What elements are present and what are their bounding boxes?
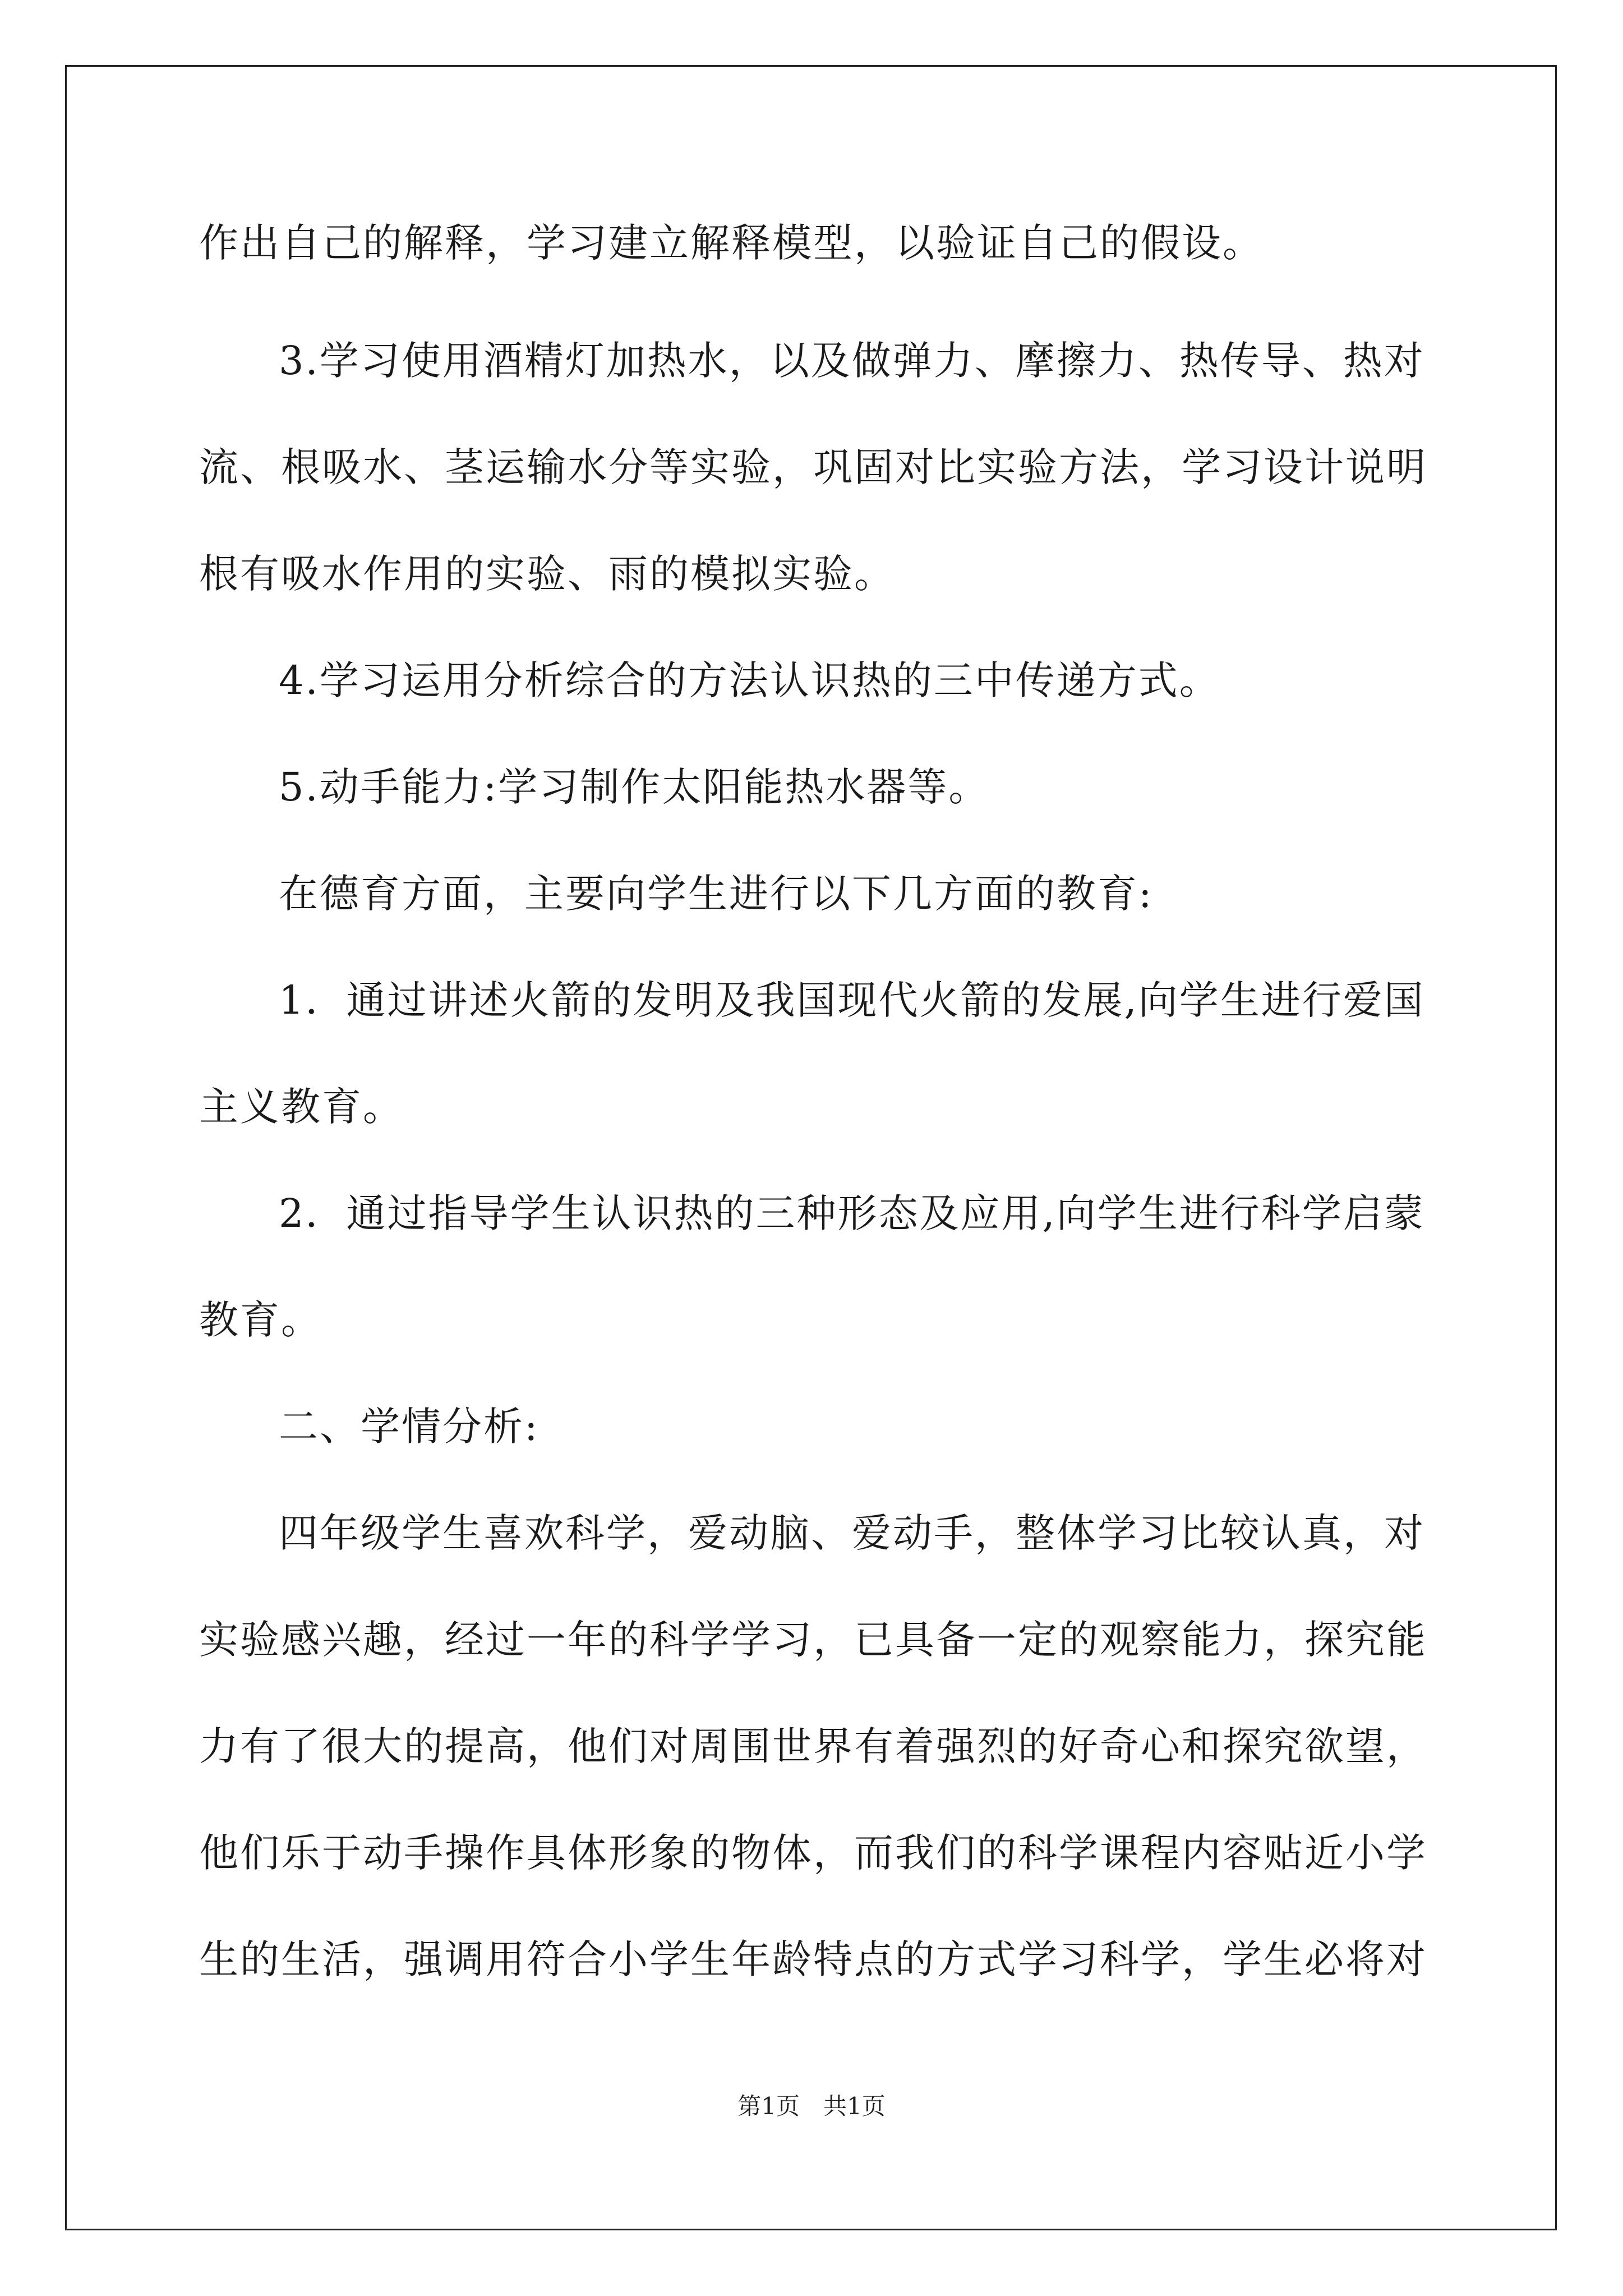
- text-line: 2．通过指导学生认识热的三种形态及应用,向学生进行科学启蒙: [279, 1190, 1425, 1236]
- text-line: 生的生活，强调用符合小学生年龄特点的方式学习科学，学生必将对: [199, 1936, 1427, 1982]
- text-line: 5.动手能力:学习制作太阳能热水器等。: [279, 764, 990, 810]
- text-line: 四年级学生喜欢科学，爱动脑、爱动手，整体学习比较认真，对: [279, 1510, 1425, 1556]
- text-line: 作出自己的解释，学习建立解释模型，以验证自己的假设。: [199, 220, 1264, 266]
- page-number-footer: 第1页 共1页: [737, 2092, 886, 2120]
- section-heading: 二、学情分析:: [279, 1404, 540, 1450]
- text-line: 在德育方面，主要向学生进行以下几方面的教育:: [279, 871, 1154, 917]
- text-line: 教育。: [199, 1297, 322, 1343]
- text-line: 力有了很大的提高，他们对周围世界有着强烈的好奇心和探究欲望，: [199, 1723, 1427, 1769]
- text-line: 根有吸水作用的实验、雨的模拟实验。: [199, 551, 895, 597]
- text-line: 实验感兴趣，经过一年的科学学习，已具备一定的观察能力，探究能: [199, 1617, 1427, 1663]
- text-line: 主义教育。: [199, 1084, 404, 1130]
- page-border: [65, 65, 1557, 2230]
- text-line: 1．通过讲述火箭的发明及我国现代火箭的发展,向学生进行爱国: [279, 977, 1425, 1023]
- text-line: 3.学习使用酒精灯加热水，以及做弹力、摩擦力、热传导、热对: [279, 338, 1425, 384]
- text-line: 流、根吸水、茎运输水分等实验，巩固对比实验方法，学习设计说明: [199, 444, 1427, 490]
- text-line: 他们乐于动手操作具体形象的物体，而我们的科学课程内容贴近小学: [199, 1830, 1427, 1876]
- text-line: 4.学习运用分析综合的方法认识热的三中传递方式。: [279, 657, 1220, 703]
